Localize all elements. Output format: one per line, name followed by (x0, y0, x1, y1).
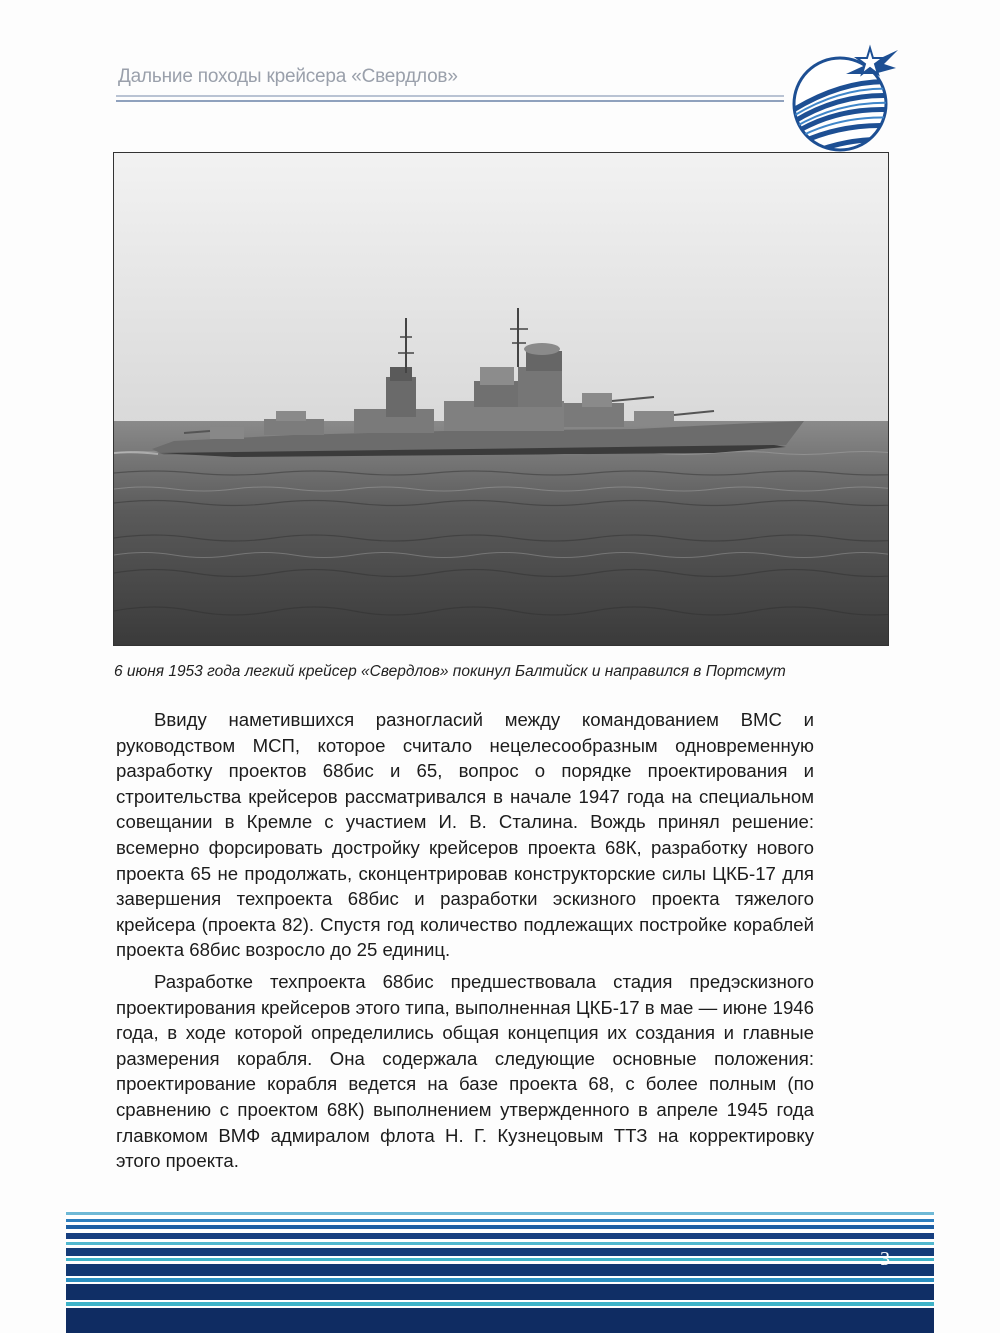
cruiser-photo (113, 152, 889, 646)
paragraph: Ввиду наметившихся разногласий между командованием ВМС и руководством МСП, которое считало нецелесообразным одновременную разработку проектов 68бис и 65, вопрос о порядке проектирования и строительства крейсеров рассматривался в начале 1947 года на специальном совещании в Кремле с участием И. В. Сталина. Вождь принял решение: всемерно форсировать достройку крейсеров проекта 68К, разработку нового проекта 65 не продолжать, сконцентрировав конструкторские силы ЦКБ-17 для завершения техпроекта 68бис и разработки эскизного проекта тяжелого крейсера (проекта 82). Спустя год количество подлежащих постройке кораблей проекта 68бис возросло до 25 единиц. (116, 709, 814, 961)
publisher-logo-icon (786, 44, 902, 156)
page-number: 3 (880, 1248, 890, 1270)
photo-caption: 6 июня 1953 года легкий крейсер «Свердлов» покинул Балтийск и направился в Портсмут (114, 663, 786, 680)
header-rule (116, 95, 784, 105)
body-text (116, 707, 814, 1174)
footer-stripes (66, 1210, 934, 1333)
running-header-title: Дальние походы крейсера «Свердлов» (118, 66, 458, 87)
paragraph: Разработке техпроекта 68бис предшествовала стадия предэскизного проектирования крейсеров этого типа, выполненная ЦКБ-17 в мае — июне 1946 года, в ходе которой определились общая концепция их создания и главные размерения корабля. Она содержала следующие основные положения: проектирование корабля ведется на базе проекта 68, с более полным (по сравнению с проектом 68К) выполнением утвержденного в апреле 1945 года главкомом ВМФ адмиралом флота Н. Г. Кузнецовым ТТЗ на корректировку этого проекта. (116, 970, 814, 1172)
